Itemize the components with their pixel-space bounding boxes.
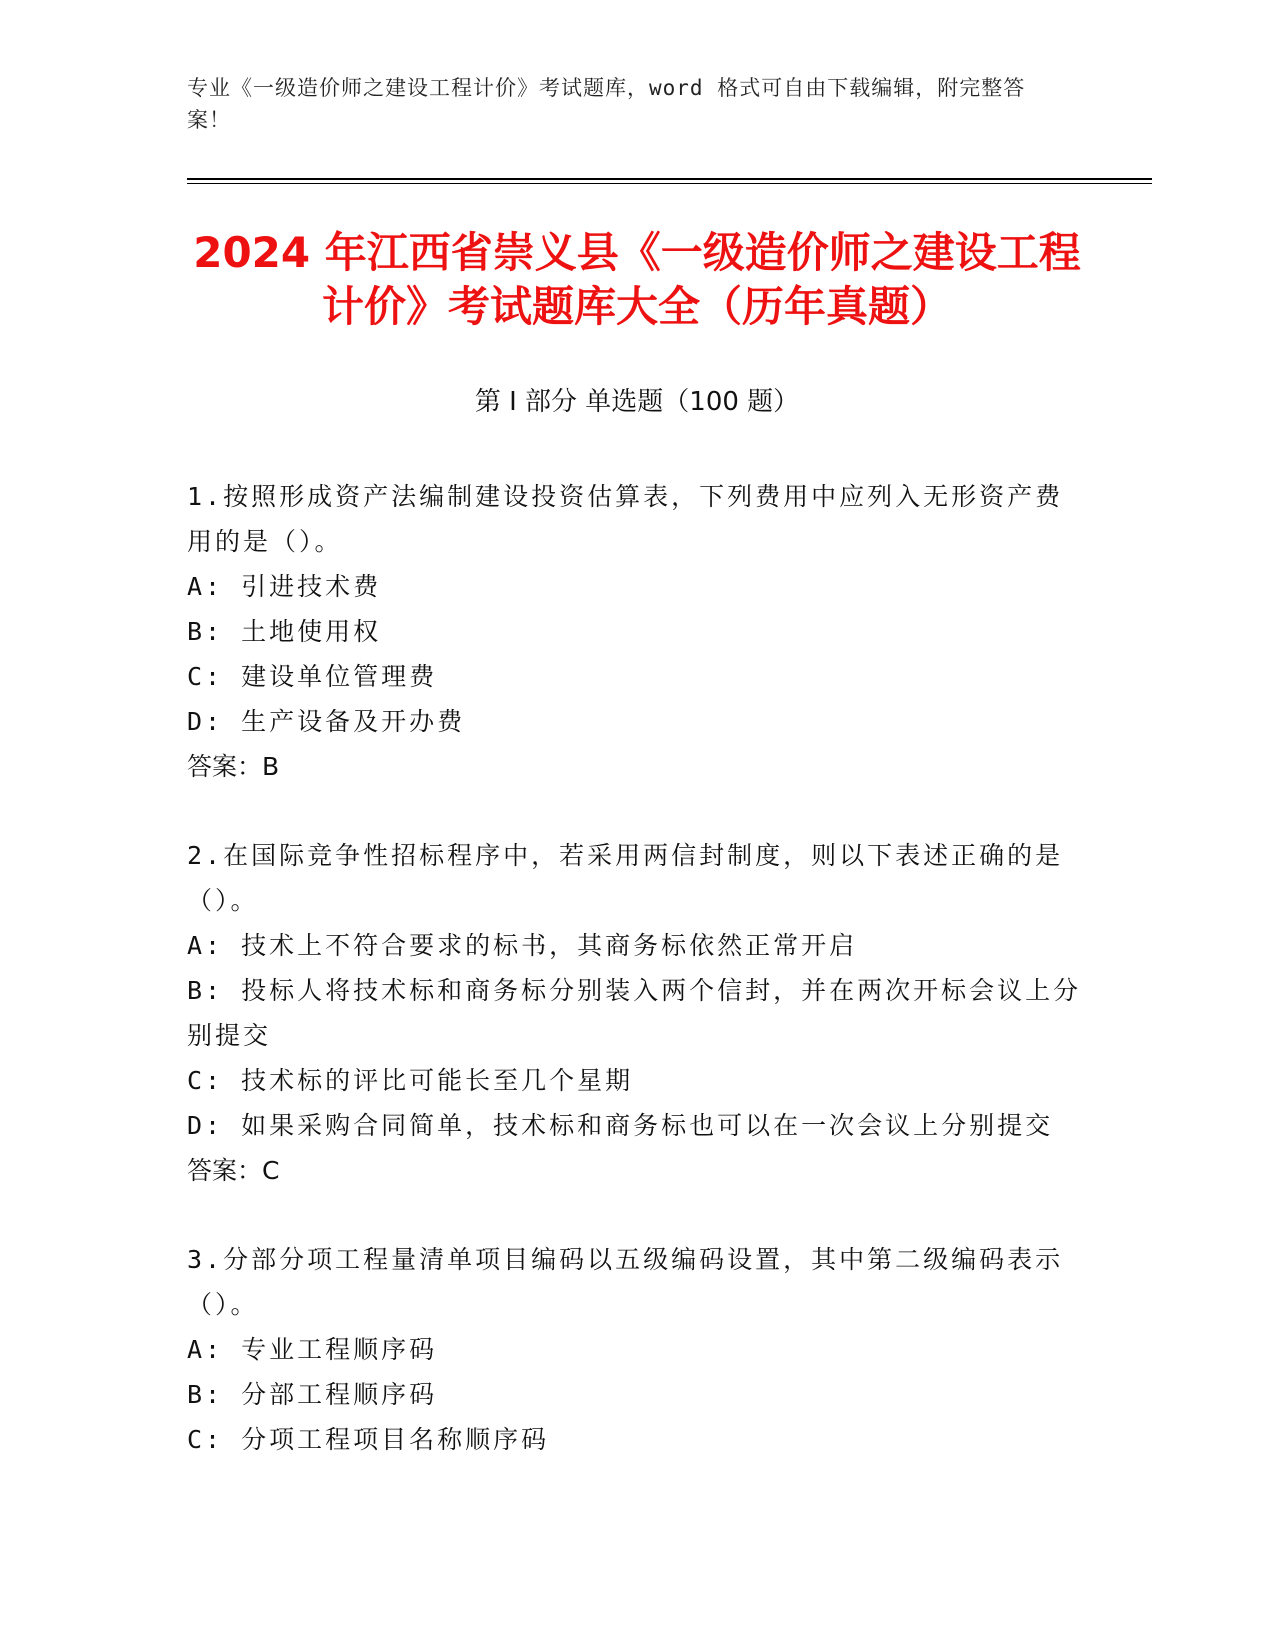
question-2: [187, 833, 1087, 1193]
option-c: C: 技术标的评比可能长至几个星期: [187, 1066, 634, 1095]
option-c: C: 建设单位管理费: [187, 662, 438, 691]
option-a: A: 引进技术费: [187, 572, 382, 601]
option-d: D: 如果采购合同简单，技术标和商务标也可以在一次会议上分别提交: [187, 1111, 1054, 1140]
option-c: C: 分项工程项目名称顺序码: [187, 1425, 550, 1454]
question-list: [187, 474, 1087, 1506]
option-a: A: 专业工程顺序码: [187, 1335, 438, 1364]
option-d: D: 生产设备及开办费: [187, 707, 466, 736]
header-rule-thick: [187, 178, 1152, 180]
header-note: 专业《一级造价师之建设工程计价》考试题库，word 格式可自由下载编辑，附完整答案！: [187, 76, 1026, 132]
question-stem: 1.按照形成资产法编制建设投资估算表，下列费用中应列入无形资产费用的是（）。: [187, 482, 1064, 556]
answer: 答案：C: [187, 1156, 280, 1185]
option-b: B: 土地使用权: [187, 617, 382, 646]
section-title: 第 I 部分 单选题（100 题）: [474, 387, 800, 417]
option-a: A: 技术上不符合要求的标书，其商务标依然正常开启: [187, 931, 858, 960]
option-b: B: 分部工程顺序码: [187, 1380, 438, 1409]
answer: 答案：B: [187, 752, 280, 781]
option-b: B: 投标人将技术标和商务标分别装入两个信封，并在两次开标会议上分别提交: [187, 976, 1082, 1050]
question-stem: 3.分部分项工程量清单项目编码以五级编码设置，其中第二级编码表示（）。: [187, 1245, 1064, 1319]
question-1: [187, 474, 1087, 789]
question-3: [187, 1237, 1087, 1462]
question-stem: 2.在国际竞争性招标程序中，若采用两信封制度，则以下表述正确的是（）。: [187, 841, 1064, 915]
header-rule-thin: [187, 183, 1152, 184]
document-title: 2024 年江西省崇义县《一级造价师之建设工程计价》考试题库大全（历年真题）: [193, 228, 1081, 331]
